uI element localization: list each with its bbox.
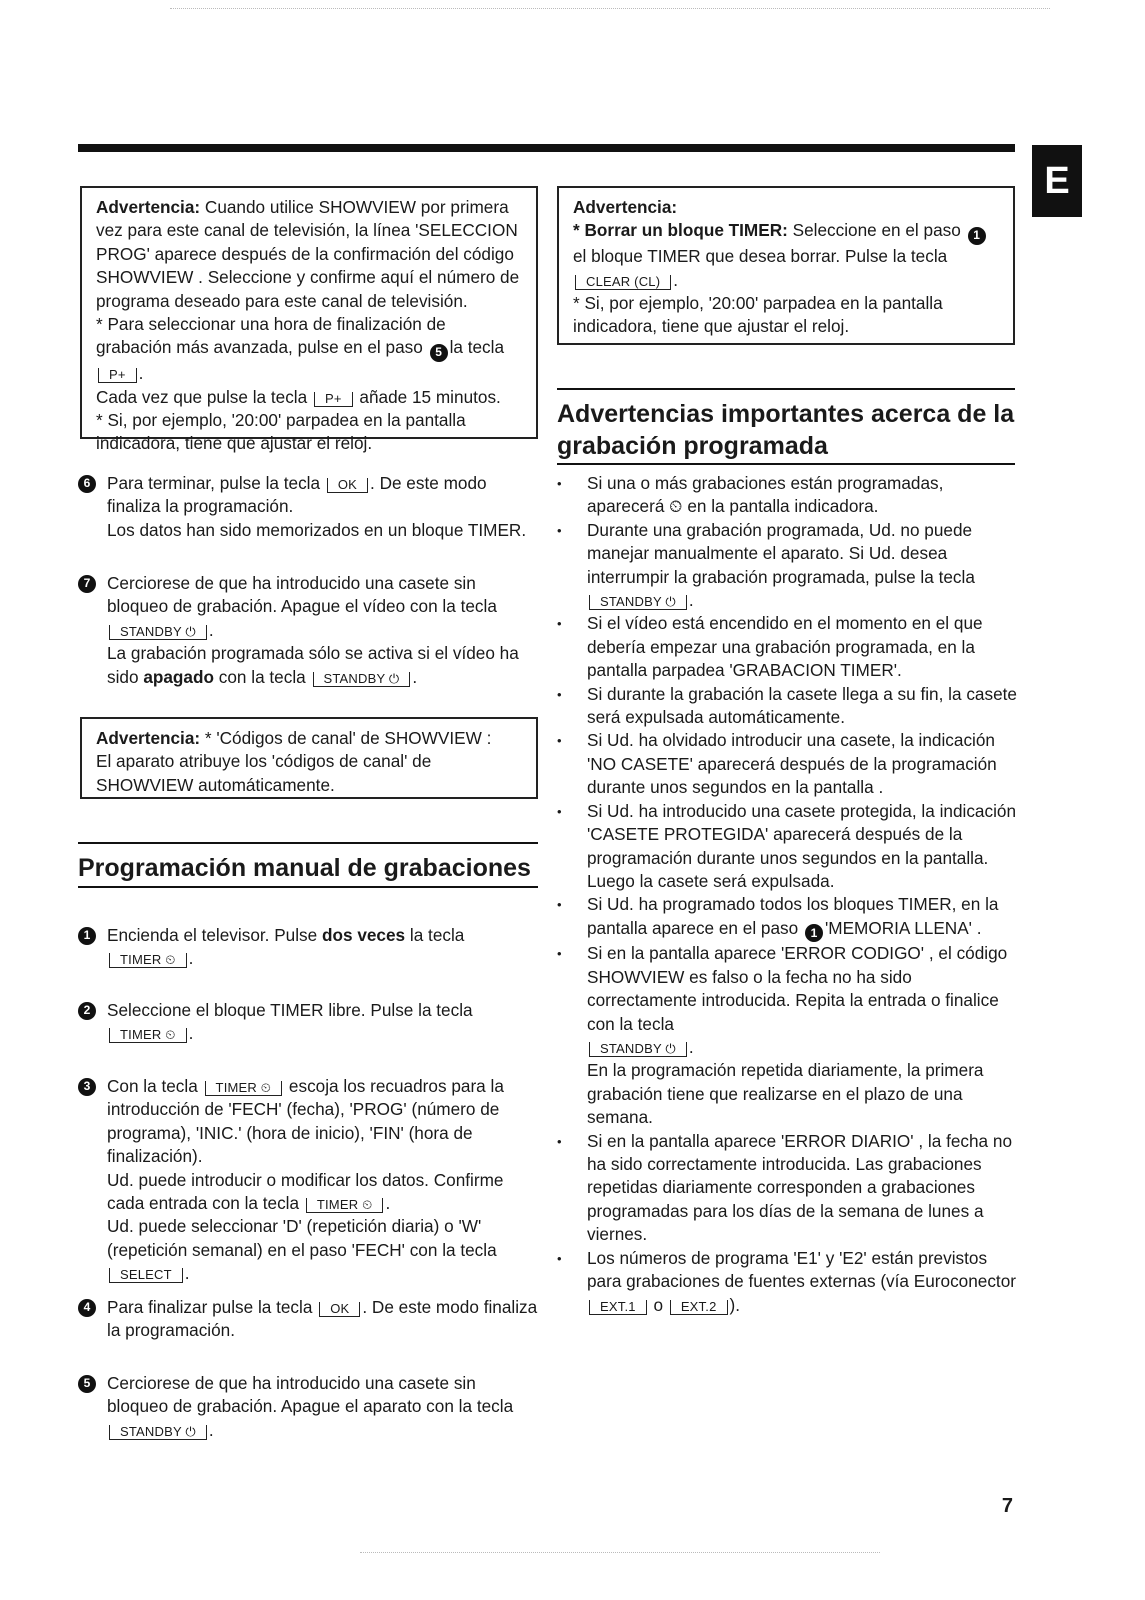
- key-ext2: EXT.2: [670, 1300, 728, 1315]
- step-ref-badge: 1: [968, 227, 986, 245]
- manual-step-5: 5 Cerciorese de que ha introducido una casete sin bloqueo de grabación. Apague el aparato con la tecla STANDBY ⏻ .: [78, 1372, 538, 1442]
- step-text: escoja los recuadros para la introducción de 'FECH' (fecha), 'PROG' (número de programa), 'INIC.' (hora de inicio), 'FIN' (hora de finalización).: [107, 1076, 504, 1167]
- manual-step-4: [78, 1296, 538, 1343]
- list-item-text: Si durante la grabación la casete llega a su fin, la casete será expulsada automáticamente.: [587, 683, 1017, 728]
- list-item-text: Durante una grabación programada, Ud. no puede manejar manualmente el aparato. Si Ud. desea interrumpir la grabación programada, pulse la tecla: [587, 519, 975, 587]
- step-text: Ud. puede introducir o modificar los datos. Confirme cada entrada con la tecla: [107, 1169, 504, 1214]
- key-timer: TIMER ⏲: [109, 953, 187, 968]
- step-number-badge: 6: [78, 475, 96, 493]
- warning-box-delete-timer: Advertencia: * Borrar un bloque TIMER: Seleccione en el paso 1el bloque TIMER que desea borrar. Pulse la tecla CLEAR (CL) . * Si, por ejemplo, '20:00' parpadea en la pantalla indicadora, tiene que ajustar el reloj.: [557, 186, 1015, 345]
- section-rule: [557, 463, 1015, 465]
- manual-step-3: 3 Con la tecla TIMER ⏲ escoja los recuadros para la introducción de 'FECH' (fecha), 'PROG' (número de programa), 'INIC.' (hora de inicio), 'FIN' (hora de finalización). Ud. puede introducir o modificar los datos. Confirme cada entrada con la tecla TIMER ⏲ . Ud. puede seleccionar 'D' (repetición diaria) o 'W' (repetición semanal) en el paso 'FECH' con la tecla SELECT .: [78, 1075, 538, 1286]
- top-rule: [78, 144, 1015, 152]
- step-text: Para finalizar pulse la tecla: [107, 1297, 313, 1317]
- key-standby: STANDBY ⏻: [109, 1425, 207, 1440]
- key-standby: STANDBY ⏻: [589, 595, 687, 610]
- section-rule: [557, 388, 1015, 390]
- step-text: . De este modo finaliza la programación.: [107, 473, 487, 517]
- section-rule: [78, 842, 538, 844]
- list-item: [557, 612, 1017, 682]
- key-timer: TIMER ⏲: [306, 1198, 384, 1213]
- key-clear: CLEAR (CL): [575, 275, 671, 290]
- step-text: Encienda el televisor. Pulse: [107, 925, 318, 945]
- step-ref-badge: 1: [805, 924, 823, 942]
- step-text: Los datos han sido memorizados en un bloque TIMER.: [107, 519, 527, 540]
- key-standby: STANDBY ⏻: [589, 1042, 687, 1057]
- list-item: [557, 1130, 1017, 1247]
- key-select: SELECT: [109, 1268, 183, 1283]
- warning-text: la tecla: [449, 337, 505, 358]
- list-item: [557, 729, 1017, 799]
- step-number-badge: 1: [78, 927, 96, 945]
- step-text: con la tecla: [218, 666, 306, 687]
- list-item-text: Los números de programa 'E1' y 'E2' están previstos para grabaciones de fuentes externas (vía Euroconector: [587, 1247, 1016, 1292]
- step-number-badge: 7: [78, 575, 96, 593]
- warning-text: Seleccione en el paso: [787, 220, 961, 241]
- step-text: Seleccione el bloque TIMER libre. Pulse la tecla: [107, 1000, 473, 1020]
- step-text: . De este modo finaliza la programación.: [107, 1297, 538, 1341]
- step-ref-badge: 5: [430, 344, 448, 362]
- list-item-text: En la programación repetida diariamente, la primera grabación tiene que realizarse en el plazo de una semana.: [587, 1060, 984, 1128]
- key-p-plus: P+: [98, 368, 137, 383]
- page-number: 7: [1001, 1495, 1013, 1517]
- warning-text: El aparato atribuye los 'códigos de canal' de SHOWVIEW automáticamente.: [96, 751, 432, 795]
- key-p-plus: P+: [314, 392, 353, 407]
- list-item-text: 'MEMORIA LLENA' .: [824, 917, 982, 938]
- section-rule: [78, 886, 538, 888]
- warning-label: Advertencia:: [96, 728, 201, 748]
- step-text: La grabación programada sólo se activa si el vídeo ha sido: [107, 643, 519, 687]
- important-notes-list: [557, 472, 1017, 1317]
- list-item: [557, 472, 1017, 519]
- step-number-badge: 5: [78, 1375, 96, 1393]
- warning-label: Advertencia:: [573, 197, 678, 217]
- warning-text: * 'Códigos de canal' de SHOWVIEW :: [200, 728, 492, 748]
- list-item-text: Si Ud. ha programado todos los bloques TIMER, en la pantalla aparece en el paso: [587, 894, 999, 938]
- warning-label: Advertencia:: [96, 197, 201, 217]
- warning-bold-text: * Borrar un bloque TIMER:: [573, 220, 788, 241]
- key-ext1: EXT.1: [589, 1300, 647, 1315]
- key-timer: TIMER ⏲: [205, 1081, 283, 1096]
- manual-step-2: 2 Seleccione el bloque TIMER libre. Pulse la tecla TIMER ⏲ .: [78, 999, 538, 1046]
- step-bold-text: apagado: [143, 666, 214, 687]
- step-text: Ud. puede seleccionar 'D' (repetición diaria) o 'W' (repetición semanal) en el paso 'FECH' con la tecla: [107, 1216, 497, 1260]
- step-number-badge: 4: [78, 1299, 96, 1317]
- warning-text: el bloque TIMER que desea borrar. Pulse la tecla: [573, 246, 948, 267]
- warning-text: * Si, por ejemplo, '20:00' parpadea en la pantalla indicadora, tiene que ajustar el reloj.: [573, 292, 943, 337]
- step-number-badge: 2: [78, 1002, 96, 1020]
- step-text: Con la tecla: [107, 1076, 198, 1096]
- step-text: Para terminar, pulse la tecla: [107, 473, 321, 493]
- section-title-manual: Programación manual de grabaciones: [78, 854, 531, 882]
- warning-text: añade 15 minutos.: [359, 386, 501, 407]
- warning-text: * Para seleccionar una hora de finalización de grabación más avanzada, pulse en el paso: [96, 314, 446, 358]
- warning-box-channel-codes: [80, 717, 538, 799]
- list-item: [557, 1247, 1017, 1317]
- warning-box-showview: Advertencia: Cuando utilice SHOWVIEW por primera vez para este canal de televisión, la línea 'SELECCION PROG' aparece después de la confirmación del código SHOWVIEW . Seleccione y confirme aquí el número de programa deseado para este canal de televisión. * Para seleccionar una hora de finalización de grabación más avanzada, pulse en el paso 5 la tecla P+ . Cada vez que pulse la tecla P+ añade 15 minutos. * Si, por ejemplo, '20:00' parpadea en la pantalla indicadora, tiene que ajustar el reloj.: [80, 186, 538, 439]
- list-item: [557, 893, 1017, 942]
- list-item-text: Luego la casete será expulsada.: [587, 870, 835, 891]
- key-standby: STANDBY ⏻: [313, 672, 411, 687]
- list-item-text: Si en la pantalla aparece 'ERROR CODIGO' , el código SHOWVIEW es falso o la fecha no ha sido correctamente introducida. Repita la entrada o finalice con la tecla: [587, 943, 1008, 1034]
- step-6: [78, 472, 538, 542]
- list-item-text: Si Ud. ha olvidado introducir una casete, la indicación 'NO CASETE' aparecerá después de la programación durante unos segundos en la pantalla .: [587, 730, 997, 798]
- list-item-text: Si en la pantalla aparece 'ERROR DIARIO' , la fecha no ha sido correctamente introducida. Las grabaciones repetidas diariamente corresponden a grabaciones programadas para los días de la semana de lunes a viernes.: [587, 1130, 1013, 1245]
- warning-text: * Si, por ejemplo, '20:00' parpadea en la pantalla indicadora, tiene que ajustar el reloj.: [96, 409, 466, 454]
- language-tab: E: [1032, 145, 1082, 217]
- list-item: • Durante una grabación programada, Ud. no puede manejar manualmente el aparato. Si Ud. desea interrumpir la grabación programada, pulse la tecla STANDBY ⏻ .: [557, 519, 1017, 613]
- list-item-text: Si Ud. ha introducido una casete protegida, la indicación 'CASETE PROTEGIDA' aparecerá después de la programación durante unos segundos en la pantalla.: [587, 800, 1017, 868]
- manual-step-1: 1 Encienda el televisor. Pulse dos veces la tecla TIMER ⏲ .: [78, 924, 538, 971]
- list-item-text: Si el vídeo está encendido en el momento en el que debería empezar una grabación programada, en la pantalla parpadea 'GRABACION TIMER'.: [587, 613, 983, 681]
- step-7: 7 Cerciorese de que ha introducido una casete sin bloqueo de grabación. Apague el vídeo con la tecla STANDBY ⏻ . La grabación programada sólo se activa si el vídeo ha sido apagado con la tecla STANDBY ⏻ .: [78, 572, 538, 689]
- step-text: la tecla: [409, 925, 465, 945]
- warning-text: Cuando utilice SHOWVIEW por primera vez para este canal de televisión, la línea 'SELECCION PROG' aparece después de la confirmación del código SHOWVIEW . Seleccione y confirme aquí el número de programa deseado para este canal de televisión.: [96, 197, 520, 311]
- step-number-badge: 3: [78, 1078, 96, 1096]
- list-item: [557, 800, 1017, 894]
- key-timer: TIMER ⏲: [109, 1028, 187, 1043]
- list-item: [557, 683, 1017, 730]
- scan-noise-top: [170, 8, 1050, 15]
- list-item: • Si en la pantalla aparece 'ERROR CODIGO' , el código SHOWVIEW es falso o la fecha no ha sido correctamente introducida. Repita la entrada o finalice con la tecla STANDBY ⏻ . En la programación repetida diariamente, la primera grabación tiene que realizarse en el plazo de una semana.: [557, 942, 1017, 1129]
- section-title-important: Advertencias importantes acerca de la grabación programada: [557, 400, 1015, 460]
- list-item-text: ).: [729, 1294, 740, 1315]
- key-standby: STANDBY ⏻: [109, 625, 207, 640]
- step-bold-text: dos veces: [321, 925, 406, 945]
- list-item-text: o: [653, 1294, 664, 1315]
- list-item-text: Si una o más grabaciones están programadas, aparecerá ⏲ en la pantalla indicadora.: [587, 473, 944, 517]
- step-text: Cerciorese de que ha introducido una casete sin bloqueo de grabación. Apague el aparato con la tecla: [107, 1373, 514, 1417]
- warning-text: Cada vez que pulse la tecla: [96, 386, 308, 407]
- scan-noise-bottom: [360, 1552, 880, 1559]
- key-ok: OK: [327, 478, 368, 493]
- key-ok: OK: [319, 1302, 360, 1317]
- step-text: Cerciorese de que ha introducido una casete sin bloqueo de grabación. Apague el vídeo con la tecla: [107, 573, 497, 617]
